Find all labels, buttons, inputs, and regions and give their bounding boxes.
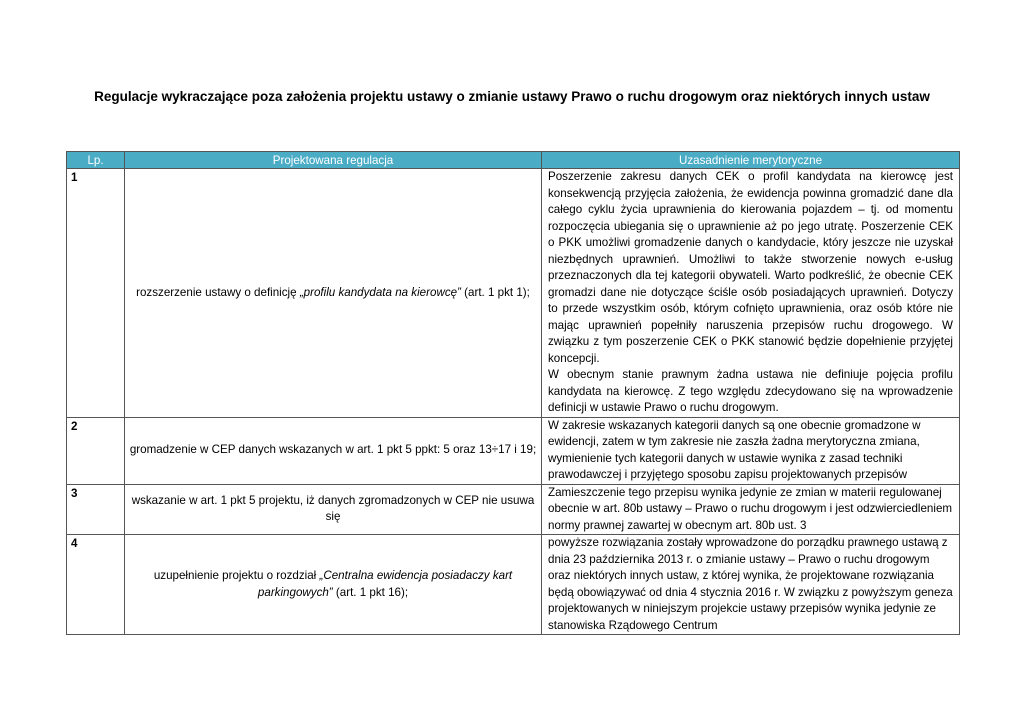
regulation-cell <box>125 417 542 484</box>
row-number: 4 <box>67 535 125 635</box>
justification-cell <box>542 535 960 635</box>
column-header-lp: Lp. <box>67 152 125 169</box>
regulation-text: wskazanie w art. 1 pkt 5 projektu, iż danych zgromadzonych w CEP nie usuwa się <box>131 493 535 524</box>
table-row <box>67 535 960 635</box>
regulation-cell <box>125 169 542 418</box>
regulation-cell <box>125 535 542 635</box>
regulation-italic-text: „profilu kandydata na kierowcę” <box>299 285 461 299</box>
row-number: 2 <box>67 417 125 484</box>
table-row <box>67 169 960 418</box>
regulation-text: rozszerzenie ustawy o definicję <box>136 285 300 299</box>
row-number: 3 <box>67 484 125 535</box>
justification-paragraph: W zakresie wskazanych kategorii danych są one obecnie gromadzone w ewidencji, zatem w tym zakresie nie zaszła żadna merytoryczna zmiana, wymienienie tych kategorii danych w ustawie wynika z zasad techniki prawodawczej i przyjętego sposobu zapisu projektowanych przepisów <box>548 418 921 481</box>
regulation-reference: (art. 1 pkt 1); <box>460 285 530 299</box>
regulations-table <box>66 151 960 635</box>
regulation-text: uzupełnienie projektu o rozdział <box>153 569 320 582</box>
justification-paragraph: Zamieszczenie tego przepisu wynika jedynie ze zmian w materii regulowanej obecnie w art. 80b ustawy – Prawo o ruchu drogowym i jest odzwierciedleniem normy prawnej zawartej w obecnym art. 80b ust. 3 <box>548 485 953 532</box>
row-number: 1 <box>67 169 125 418</box>
table-row <box>67 484 960 535</box>
justification-cell <box>542 417 960 484</box>
document-title: Regulacje wykraczające poza założenia projektu ustawy o zmianie ustawy Prawo o ruchu drogowym oraz niektórych innych ustaw <box>94 89 930 104</box>
justification-paragraph: Poszerzenie zakresu danych CEK o profil kandydata na kierowcę jest konsekwencją przyjęcia założenia, że ewidencja powinna gromadzić dane dla całego cyklu życia uprawnienia do kierowania pojazdem – tj. od momentu rozpoczęcia ubiegania się o uprawnienie aż po jego utratę. Poszerzenie CEK o PKK umożliwi gromadzenie danych o kandydacie, który jeszcze nie uzyskał niezbędnych uprawnień. Umożliwi to także stworzenie nowych e-usług przeznaczonych dla tej kategorii obywateli. Warto podkreślić, że obecnie CEK gromadzi dane nie dotyczące ściśle osób posiadających uprawnień. Dotyczy to przede wszystkim osób, którym cofnięto uprawnienia, oraz osób które nie mając uprawnień popełniły naruszenia przepisów ruchu drogowego. W związku z tym poszerzenie CEK o PKK stanowić będzie dopełnienie przyjętej koncepcji. <box>548 170 953 365</box>
regulation-cell <box>125 484 542 535</box>
justification-paragraph: powyższe rozwiązania zostały wprowadzone do porządku prawnego ustawą z dnia 23 października 2013 r. o zmianie ustawy – Prawo o ruchu drogowym oraz niektórych innych ustaw, z której wynika, że projektowane rozwiązania będą obowiązywać od dnia 4 stycznia 2016 r. W związku z powyższym geneza projektowanych w niniejszym projekcie ustawy przepisów wynika jedynie ze stanowiska Rządowego Centrum <box>548 536 953 632</box>
regulation-italic-text: „Centralna ewidencja posiadaczy kart parkingowych” <box>257 569 513 599</box>
column-header-justification: Uzasadnienie merytoryczne <box>542 152 960 169</box>
justification-paragraph: W obecnym stanie prawnym żadna ustawa nie definiuje pojęcia profilu kandydata na kierowcę. Z tego względu zdecydowano się na wprowadzenie definicji w ustawie Prawo o ruchu drogowym. <box>548 368 953 414</box>
regulation-text: gromadzenie w CEP danych wskazanych w art. 1 pkt 5 ppkt: 5 oraz 13÷17 i 19; <box>129 443 537 457</box>
regulation-reference: (art. 1 pkt 16); <box>332 585 409 599</box>
justification-cell <box>542 484 960 535</box>
table-header-row <box>67 152 960 169</box>
column-header-regulation: Projektowana regulacja <box>125 152 542 169</box>
table-row <box>67 417 960 484</box>
justification-cell <box>542 169 960 418</box>
